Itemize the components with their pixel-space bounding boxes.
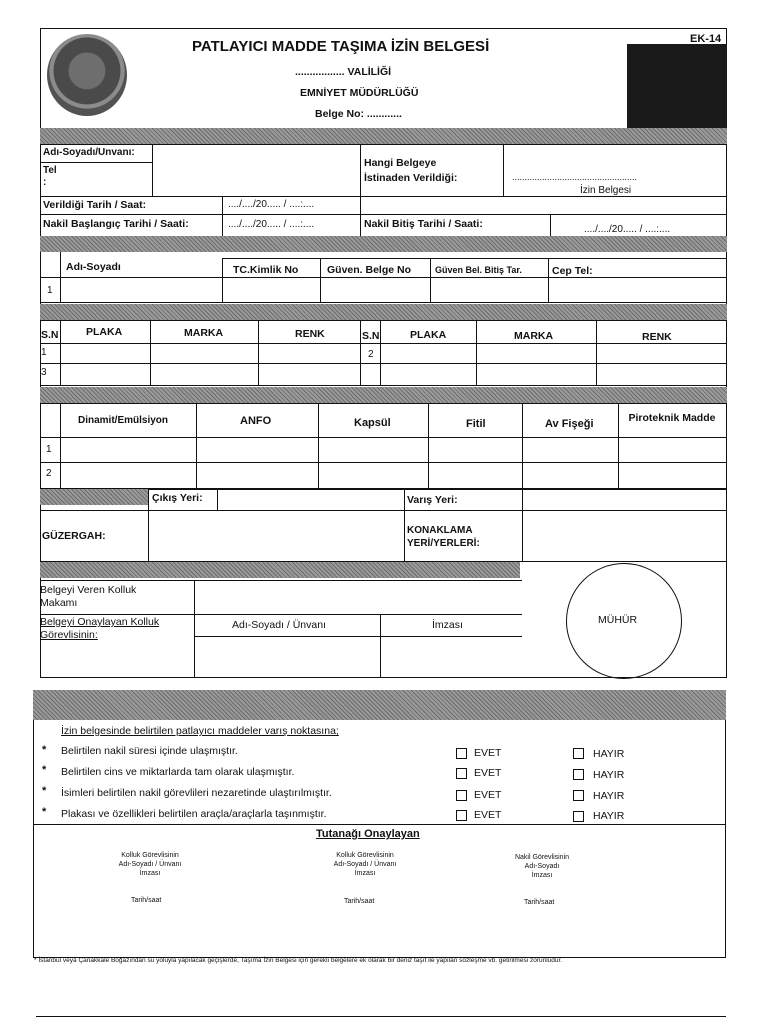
no-checkbox[interactable] <box>573 748 584 759</box>
signer-line: Adı-Soyadı <box>524 862 560 870</box>
guard-col-phone: Cep Tel: <box>552 265 593 277</box>
end-date-label: Nakil Bitiş Tarihi / Saati: <box>364 218 483 230</box>
no-label: HAYIR <box>593 810 625 822</box>
guard-row-number: 1 <box>47 285 53 296</box>
vehicle-col-plate-1: PLAKA <box>86 326 123 338</box>
tel-label: Tel <box>43 165 57 176</box>
signer-block-1 <box>100 852 200 878</box>
officer-name-col: Adı-Soyadı / Ünvanı <box>232 619 326 631</box>
vehicle-col-color-2: RENK <box>642 331 672 343</box>
vehicle-col-brand-2: MARKA <box>514 330 554 342</box>
no-label: HAYIR <box>593 748 625 760</box>
material-col-fuse: Fitil <box>466 418 486 430</box>
report-intro: İzin belgesinde belirtilen patlayıcı maddeler varış noktasına; <box>61 725 339 737</box>
date-time-label: Tarih/saat <box>131 897 162 904</box>
annex-label: EK-14 <box>690 33 722 45</box>
vehicle-row-2: 2 <box>368 349 374 360</box>
material-col-capsule: Kapsül <box>354 417 391 429</box>
no-label: HAYIR <box>593 790 625 802</box>
arrival-place-label: Varış Yeri: <box>407 494 458 506</box>
no-checkbox[interactable] <box>573 790 584 801</box>
section-band-materials <box>40 387 727 403</box>
section-band-guards <box>40 236 727 252</box>
material-row-1: 1 <box>46 444 52 455</box>
report-item: Plakası ve özellikleri belirtilen araçla/araçlarla taşınmıştır. <box>61 808 327 820</box>
guard-col-cert-end: Güven Bel. Bitiş Tar. <box>435 265 522 275</box>
signer-line: Adı-Soyadı / Ünvanı <box>118 860 182 868</box>
section-band-vehicles <box>40 304 727 320</box>
issue-date-value: ..../..../20..... / ....:.... <box>228 199 315 210</box>
yes-checkbox[interactable] <box>456 810 467 821</box>
yes-checkbox[interactable] <box>456 748 467 759</box>
signer-line: Adı-Soyadı / Ünvanı <box>333 860 397 868</box>
signer-line: Kolluk Görevlisinin <box>121 852 179 859</box>
footnote: * İstanbul veya Çanakkale Boğazından su yoluyla yapılacak geçişlerde, Taşıma İzin Belgesi için gerekli belgelere ek olarak bir deniz taşıt ile yapılan sözleşme vb. getirilmesi zorunludur. <box>34 957 563 964</box>
vehicle-row-1: 1 <box>41 347 47 358</box>
vehicle-col-color-1: RENK <box>295 328 325 340</box>
tel-colon: : <box>43 177 47 188</box>
route-label: GÜZERGAH: <box>42 530 106 542</box>
vehicle-col-plate-2: PLAKA <box>410 329 447 341</box>
no-checkbox[interactable] <box>573 811 584 822</box>
report-bullet: * <box>42 764 47 776</box>
yes-label: EVET <box>474 747 502 759</box>
date-time-label: Tarih/saat <box>524 899 555 906</box>
material-col-cartridge: Av Fişeği <box>545 418 594 430</box>
signer-line: Nakil Görevlisinin <box>514 854 570 861</box>
section-band-applicant <box>40 128 727 144</box>
officer-label-1: Belgeyi Onaylayan Kolluk <box>40 616 160 628</box>
lodging-label-1: KONAKLAMA <box>407 525 473 536</box>
form-title: PATLAYICI MADDE TAŞIMA İZİN BELGESİ <box>192 38 490 55</box>
yes-label: EVET <box>474 767 502 779</box>
no-label: HAYIR <box>593 769 625 781</box>
guard-col-id: TC.Kimlik No <box>233 264 299 276</box>
section-band-report <box>33 690 726 720</box>
yes-checkbox[interactable] <box>456 768 467 779</box>
start-date-label: Nakil Başlangıç Tarihi / Saati: <box>43 218 189 230</box>
material-row-2: 2 <box>46 468 52 479</box>
basis-label-1: Hangi Belgeye <box>364 157 437 169</box>
signers-title: Tutanağı Onaylayan <box>316 828 420 840</box>
vehicle-row-3: 3 <box>41 367 47 378</box>
name-label: Adı-Soyadı/Unvanı: <box>43 147 135 158</box>
basis-label-2: İstinaden Verildiği: <box>364 172 458 184</box>
officer-label-2: Görevlisinin: <box>40 629 98 641</box>
yes-label: EVET <box>474 789 502 801</box>
signer-line: İmzası <box>354 869 376 877</box>
police-emblem-logo <box>47 34 127 116</box>
report-bullet: * <box>42 785 47 797</box>
signer-block-2 <box>315 852 415 878</box>
no-checkbox[interactable] <box>573 769 584 780</box>
signer-line: Kolluk Görevlisinin <box>336 852 394 859</box>
valilik-line: ................. VALİLİĞİ <box>295 66 392 78</box>
section-band-route <box>40 489 148 505</box>
report-bullet: * <box>42 744 47 756</box>
authority-label-2: Makamı <box>40 597 78 609</box>
document-number: Belge No: ............ <box>315 108 402 120</box>
material-col-dynamite: Dinamit/Emülsiyon <box>78 415 169 426</box>
vehicle-col-sn-2: S.N <box>362 330 380 342</box>
basis-dots: .................................................. <box>512 172 638 182</box>
seal-label: MÜHÜR <box>598 614 638 626</box>
bottom-rule <box>36 1016 726 1017</box>
vehicle-col-brand-1: MARKA <box>184 327 224 339</box>
guard-col-name: Adı-Soyadı <box>66 261 121 273</box>
officer-sign-col: İmzası <box>432 619 463 631</box>
vehicle-col-sn-1: S.N <box>41 329 59 341</box>
directorate: EMNİYET MÜDÜRLÜĞÜ <box>300 87 419 99</box>
yes-checkbox[interactable] <box>456 790 467 801</box>
guard-col-cert: Güven. Belge No <box>327 264 412 276</box>
signer-line: İmzası <box>139 869 161 877</box>
report-item: Belirtilen nakil süresi içinde ulaşmıştır. <box>61 745 238 757</box>
section-band-approval <box>40 562 520 578</box>
lodging-label-2: YERİ/YERLERİ: <box>407 538 480 549</box>
report-item: Belirtilen cins ve miktarlarda tam olarak ulaşmıştır. <box>61 766 295 778</box>
signer-block-3 <box>492 854 592 880</box>
material-col-anfo: ANFO <box>240 415 272 427</box>
material-col-pyrotechnic: Piroteknik Madde <box>628 412 716 424</box>
report-bullet: * <box>42 806 47 818</box>
basis-value: İzin Belgesi <box>580 185 632 196</box>
exit-place-label: Çıkış Yeri: <box>152 492 203 504</box>
authority-label-1: Belgeyi Veren Kolluk <box>40 584 137 596</box>
start-date-value: ..../..../20..... / ....:.... <box>228 219 315 230</box>
date-time-label: Tarih/saat <box>344 898 375 905</box>
yes-label: EVET <box>474 809 502 821</box>
end-date-value: ..../..../20..... / ....:.... <box>584 224 671 235</box>
report-item: İsimleri belirtilen nakil görevlileri nezaretinde ulaştırılmıştır. <box>61 787 332 799</box>
photo-box <box>627 44 727 130</box>
issue-date-label: Verildiği Tarih / Saat: <box>43 199 147 211</box>
signer-line: İmzası <box>531 871 553 879</box>
